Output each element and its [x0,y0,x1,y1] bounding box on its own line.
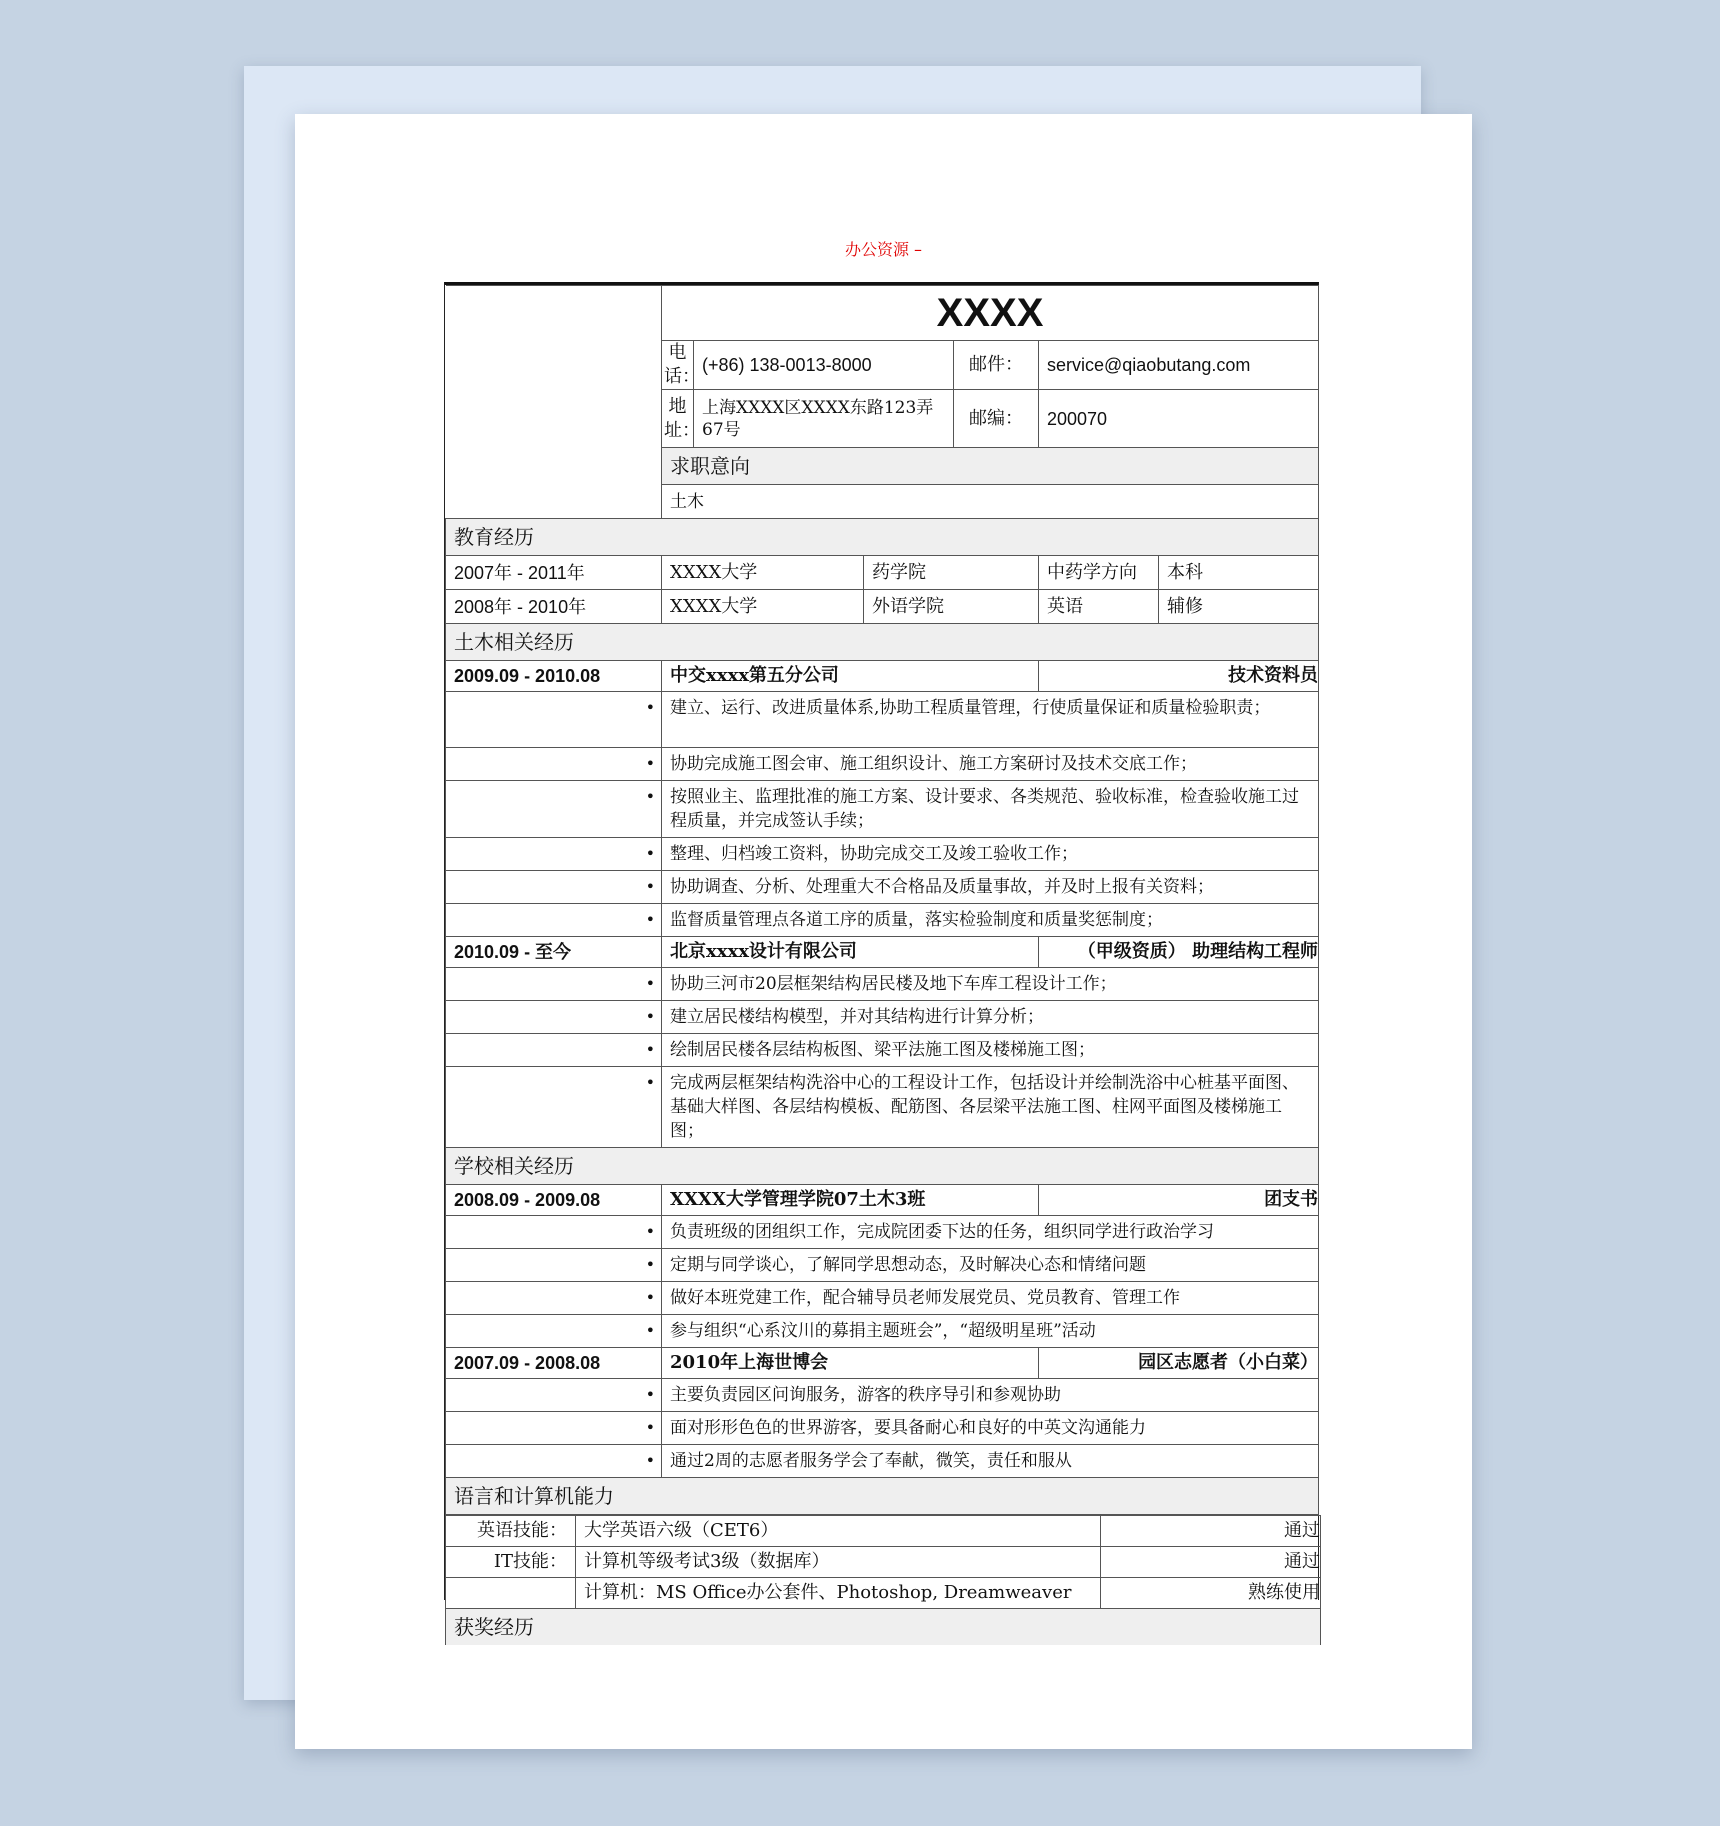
edu-college: 外语学院 [864,590,1039,624]
edu-period: 2008年 - 2010年 [446,590,662,624]
skill-level: 通过 [1101,1516,1321,1547]
phone-value: (+86) 138-0013-8000 [694,341,954,390]
skill-label [446,1578,576,1609]
job-item: 绘制居民楼各层结构板图、梁平法施工图及楼梯施工图； [662,1034,1319,1067]
school-title: 学校相关经历 [446,1148,1319,1185]
bullet: • [446,904,662,937]
bullet: • [446,1282,662,1315]
edu-degree: 辅修 [1159,590,1319,624]
skill-content: 计算机：MS Office办公套件、Photoshop, Dreamweaver [576,1578,1101,1609]
job-item: 整理、归档竣工资料，协助完成交工及竣工验收工作； [662,838,1319,871]
civil-title: 土木相关经历 [446,624,1319,661]
job-item: 协助三河市20层框架结构居民楼及地下车库工程设计工作； [662,968,1319,1001]
job-period: 2007.09 - 2008.08 [446,1348,662,1379]
bullet: • [446,1249,662,1282]
skill-label: 英语技能： [446,1516,576,1547]
photo-placeholder [446,286,662,519]
job-period: 2009.09 - 2010.08 [446,661,662,692]
skill-content: 大学英语六级（CET6） [576,1516,1101,1547]
job-org: XXXX大学管理学院07土木3班 [662,1185,1039,1216]
edu-major: 中药学方向 [1039,556,1159,590]
job-org: 2010年上海世博会 [662,1348,1039,1379]
bullet: • [446,781,662,838]
job-role: 园区志愿者（小白菜） [1039,1348,1319,1379]
phone-label: 电话： [662,341,694,390]
candidate-name: XXXX [662,286,1319,341]
education-row [446,590,1319,624]
job-item: 建立、运行、改进质量体系,协助工程质量管理，行使质量保证和质量检验职责； [662,692,1319,748]
bullet: • [446,1216,662,1249]
resume-page [295,114,1472,1749]
email-label: 邮件： [954,341,1039,390]
edu-school: XXXX大学 [662,556,864,590]
zip-label: 邮编： [954,390,1039,448]
skill-content: 计算机等级考试3级（数据库） [576,1547,1101,1578]
skill-label: IT技能： [446,1547,576,1578]
job-period: 2008.09 - 2009.08 [446,1185,662,1216]
job-period: 2010.09 - 至今 [446,937,662,968]
job-item: 参与组织“心系汶川的募捐主题班会”，“超级明星班”活动 [662,1315,1319,1348]
job-item: 协助调查、分析、处理重大不合格品及质量事故，并及时上报有关资料； [662,871,1319,904]
edu-degree: 本科 [1159,556,1319,590]
bullet: • [446,1001,662,1034]
job-item: 负责班级的团组织工作，完成院团委下达的任务，组织同学进行政治学习 [662,1216,1319,1249]
objective-title: 求职意向 [662,448,1319,485]
job-org: 北京xxxx设计有限公司 [662,937,1039,968]
education-row [446,556,1319,590]
job-org: 中交xxxx第五分公司 [662,661,1039,692]
job-item: 面对形形色色的世界游客，要具备耐心和良好的中英文沟通能力 [662,1412,1319,1445]
job-role: 技术资料员 [1039,661,1319,692]
bullet: • [446,1379,662,1412]
zip-value: 200070 [1039,390,1319,448]
bullet: • [446,1034,662,1067]
watermark: 办公资源 – [844,240,923,259]
job-item: 完成两层框架结构洗浴中心的工程设计工作，包括设计并绘制洗浴中心桩基平面图、基础大样图、各层结构模板、配筋图、各层梁平法施工图、柱网平面图及楼梯施工图； [662,1067,1319,1148]
education-title: 教育经历 [446,519,1319,556]
job-item: 做好本班党建工作，配合辅导员老师发展党员、党员教育、管理工作 [662,1282,1319,1315]
job-role: 团支书 [1039,1185,1319,1216]
bullet: • [446,968,662,1001]
bullet: • [446,838,662,871]
bullet: • [446,1412,662,1445]
edu-major: 英语 [1039,590,1159,624]
job-item: 协助完成施工图会审、施工组织设计、施工方案研讨及技术交底工作； [662,748,1319,781]
edu-college: 药学院 [864,556,1039,590]
job-item: 定期与同学谈心，了解同学思想动态，及时解决心态和情绪问题 [662,1249,1319,1282]
job-item: 建立居民楼结构模型，并对其结构进行计算分析； [662,1001,1319,1034]
address-value: 上海XXXX区XXXX东路123弄67号 [694,390,954,448]
skill-level: 通过 [1101,1547,1321,1578]
skills-title: 语言和计算机能力 [446,1478,1319,1515]
awards-title: 获奖经历 [446,1609,1321,1646]
bullet: • [446,871,662,904]
job-item: 通过2周的志愿者服务学会了奉献，微笑，责任和服从 [662,1445,1319,1478]
bullet: • [446,1315,662,1348]
job-item: 按照业主、监理批准的施工方案、设计要求、各类规范、验收标准，检查验收施工过程质量，并完成签认手续； [662,781,1319,838]
objective-value: 土木 [662,485,1319,519]
job-item: 主要负责园区问询服务，游客的秩序导引和参观协助 [662,1379,1319,1412]
skill-level: 熟练使用 [1101,1578,1321,1609]
job-item: 监督质量管理点各道工序的质量，落实检验制度和质量奖惩制度； [662,904,1319,937]
job-role: （甲级资质） 助理结构工程师 [1039,937,1319,968]
bullet: • [446,1445,662,1478]
bullet: • [446,1067,662,1148]
bullet: • [446,748,662,781]
edu-period: 2007年 - 2011年 [446,556,662,590]
edu-school: XXXX大学 [662,590,864,624]
address-label: 地址： [662,390,694,448]
email-value: service@qiaobutang.com [1039,341,1319,390]
bullet: • [446,692,662,748]
resume-table [444,282,1320,1639]
